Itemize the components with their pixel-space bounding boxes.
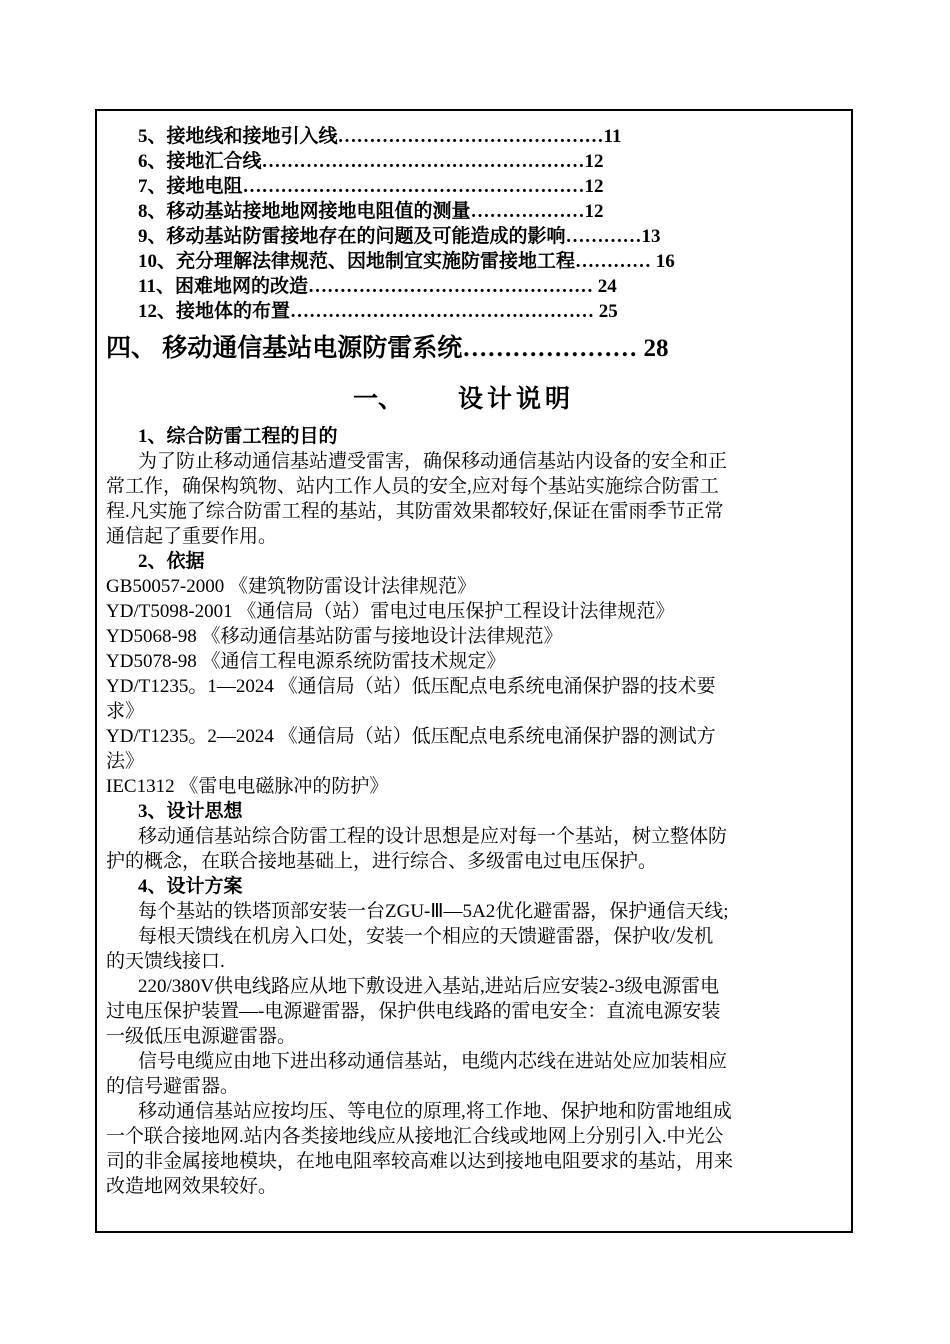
toc-item-6: 6、接地汇合线……………………………………………12 [138,151,604,172]
toc-item-12: 12、接地体的布置………………………………………… 25 [138,301,618,322]
toc-item-10: 10、充分理解法律规范、因地制宜实施防雷接地工程………… 16 [138,251,675,272]
design-idea-line: 移动通信基站综合防雷工程的设计思想是应对每一个基站，树立整体防 [138,826,728,847]
design-plan-line: 信号电缆应由地下进出移动通信基站，电缆内芯线在进站处应加装相应 [138,1051,728,1072]
purpose-line: 为了防止移动通信基站遭受雷害，确保移动通信基站内设备的安全和正 [138,451,728,472]
section-number: 一、 [353,386,404,413]
design-plan-line: 过电压保护装置—-电源避雷器，保护供电线路的雷电安全：直流电源安装 [106,1001,721,1022]
basis-line: YD5068-98 《移动通信基站防雷与接地设计法律规范》 [106,626,563,647]
toc-item-5: 5、接地线和接地引入线……………………………………11 [138,126,622,147]
section-title: 设计说明 [458,386,575,413]
design-plan-line: 司的非金属接地模块，在地电阻率较高难以达到接地电阻要求的基站，用来 [106,1151,734,1172]
heading-purpose: 1、综合防雷工程的目的 [138,426,338,447]
toc-item-11: 11、困难地网的改造……………………………………… 24 [138,276,617,297]
basis-line: YD5078-98 《通信工程电源系统防雷技术规定》 [106,651,506,672]
heading-basis: 2、依据 [138,551,205,572]
basis-line: YD/T1235。2—2024 《通信局（站）低压配点电系统电涌保护器的测试方 [106,726,716,747]
design-plan-line: 每个基站的铁塔顶部安装一台ZGU-Ⅲ—5A2优化避雷器，保护通信天线; [138,901,729,922]
toc-chapter-4: 四、 移动通信基站电源防雷系统………………… 28 [106,335,669,362]
toc-item-7: 7、接地电阻………………………………………………12 [138,176,604,197]
basis-line: GB50057-2000 《建筑物防雷设计法律规范》 [106,576,476,597]
basis-line: YD/T1235。1—2024 《通信局（站）低压配点电系统电涌保护器的技术要 [106,676,716,697]
design-plan-line: 的天馈线接口. [106,951,225,972]
basis-line: YD/T5098-2001 《通信局（站）雷电过电压保护工程设计法律规范》 [106,601,675,622]
toc-item-9: 9、移动基站防雷接地存在的问题及可能造成的影响…………13 [138,226,661,247]
toc-item-8: 8、移动基站接地地网接地电阻值的测量………………12 [138,201,604,222]
design-plan-line: 220/380V供电线路应从地下敷设进入基站,进站后应安装2-3级电源雷电 [138,976,720,997]
design-idea-line: 护的概念，在联合接地基础上，进行综合、多级雷电过电压保护。 [106,851,658,872]
design-plan-line: 一个联合接地网.站内各类接地线应从接地汇合线或地网上分别引入.中光公 [106,1126,724,1147]
design-plan-line: 改造地网效果较好。 [106,1176,278,1197]
purpose-line: 常工作，确保构筑物、站内工作人员的安全,应对每个基站实施综合防雷工 [106,476,719,497]
heading-design-idea: 3、设计思想 [138,801,243,822]
design-plan-line: 移动通信基站应按均压、等电位的原理,将工作地、保护地和防雷地组成 [138,1101,732,1122]
heading-design-plan: 4、设计方案 [138,876,243,897]
basis-line: 求》 [106,701,145,722]
basis-line: IEC1312 《雷电电磁脉冲的防护》 [106,776,389,797]
purpose-line: 通信起了重要作用。 [106,526,278,547]
design-plan-line: 一级低压电源避雷器。 [106,1026,297,1047]
design-plan-line: 的信号避雷器。 [106,1076,240,1097]
basis-line: 法》 [106,751,145,772]
purpose-line: 程.凡实施了综合防雷工程的基站，其防雷效果都较好,保证在雷雨季节正常 [106,501,724,522]
design-plan-line: 每根天馈线在机房入口处，安装一个相应的天馈避雷器，保护收/发机 [138,926,714,947]
